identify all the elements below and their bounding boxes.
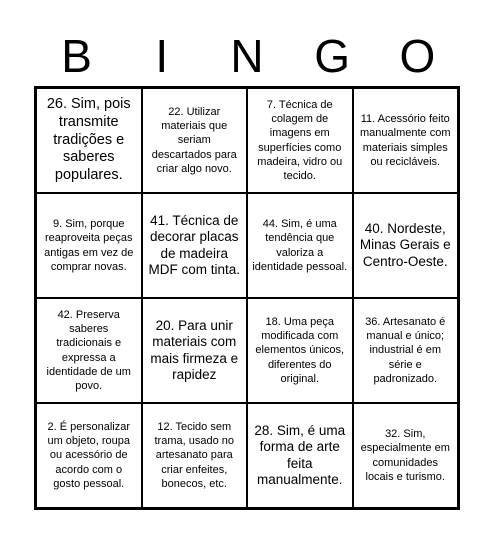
cell-text: 26. Sim, pois transmite tradições e saberes populares. [46,96,131,184]
bingo-cell-r4c3[interactable] [247,403,353,508]
bingo-cell-r2c2[interactable] [142,193,248,298]
cell-text: 20. Para unir materiais com mais firmeza e rapidez [150,317,239,382]
cell-text: 36. Artesanato é manual e único; industrial é em série e padronizado. [365,315,446,385]
bingo-cell-r3c4[interactable] [353,298,459,403]
bingo-cell-r3c1[interactable] [36,298,142,403]
header-letter-o: O [399,30,436,82]
bingo-cell-r2c1[interactable] [36,193,142,298]
cell-text: 42. Preserva saberes tradicionais e expressa a identidade de um povo. [46,308,131,393]
header-letter-n: N [230,30,264,82]
cell-text: 22. Utilizar materiais que seriam descartados para criar algo novo. [151,105,237,175]
bingo-cell-r4c4[interactable] [353,403,459,508]
cell-text: 28. Sim, é uma forma de arte feita manualmente. [254,422,346,487]
bingo-cell-r3c2[interactable] [142,298,248,403]
cell-text: 41. Técnica de decorar placas de madeira MDF com tinta. [148,212,240,277]
header-letter-i: I [155,30,169,82]
bingo-cell-r1c1[interactable] [36,88,142,193]
cell-text: 32. Sim, especialmente em comunidades locais e turismo. [360,427,450,483]
cell-text: 12. Tecido sem trama, usado no artesanato para criar enfeites, bonecos, etc. [154,420,234,490]
bingo-cell-r1c3[interactable] [247,88,353,193]
bingo-cell-r3c3[interactable] [247,298,353,403]
bingo-cell-r2c3[interactable] [247,193,353,298]
bingo-board [34,86,460,510]
bingo-cell-r4c2[interactable] [142,403,248,508]
bingo-header [34,28,460,84]
cell-text: 2. É personalizar um objeto, roupa ou acessório de acordo com o gosto pessoal. [47,420,131,490]
cell-text: 18. Uma peça modificada com elementos únicos, diferentes do original. [255,315,345,385]
header-letter-b: B [61,30,92,82]
cell-text: 40. Nordeste, Minas Gerais e Centro-Oeste. [359,220,451,269]
bingo-cell-r1c4[interactable] [353,88,459,193]
cell-text: 11. Acessório feito manualmente com materiais simples ou recicláveis. [360,112,451,168]
cell-text: 7. Técnica de colagem de imagens em superfícies como madeira, vidro ou tecido. [257,98,343,183]
header-letter-g: G [314,30,351,82]
bingo-cell-r4c1[interactable] [36,403,142,508]
cell-text: 9. Sim, porque reaproveita peças antigas em vez de comprar novas. [44,217,134,273]
cell-text: 44. Sim, é uma tendência que valoriza a identidade pessoal. [252,217,348,273]
bingo-cell-r1c2[interactable] [142,88,248,193]
bingo-cell-r2c4[interactable] [353,193,459,298]
